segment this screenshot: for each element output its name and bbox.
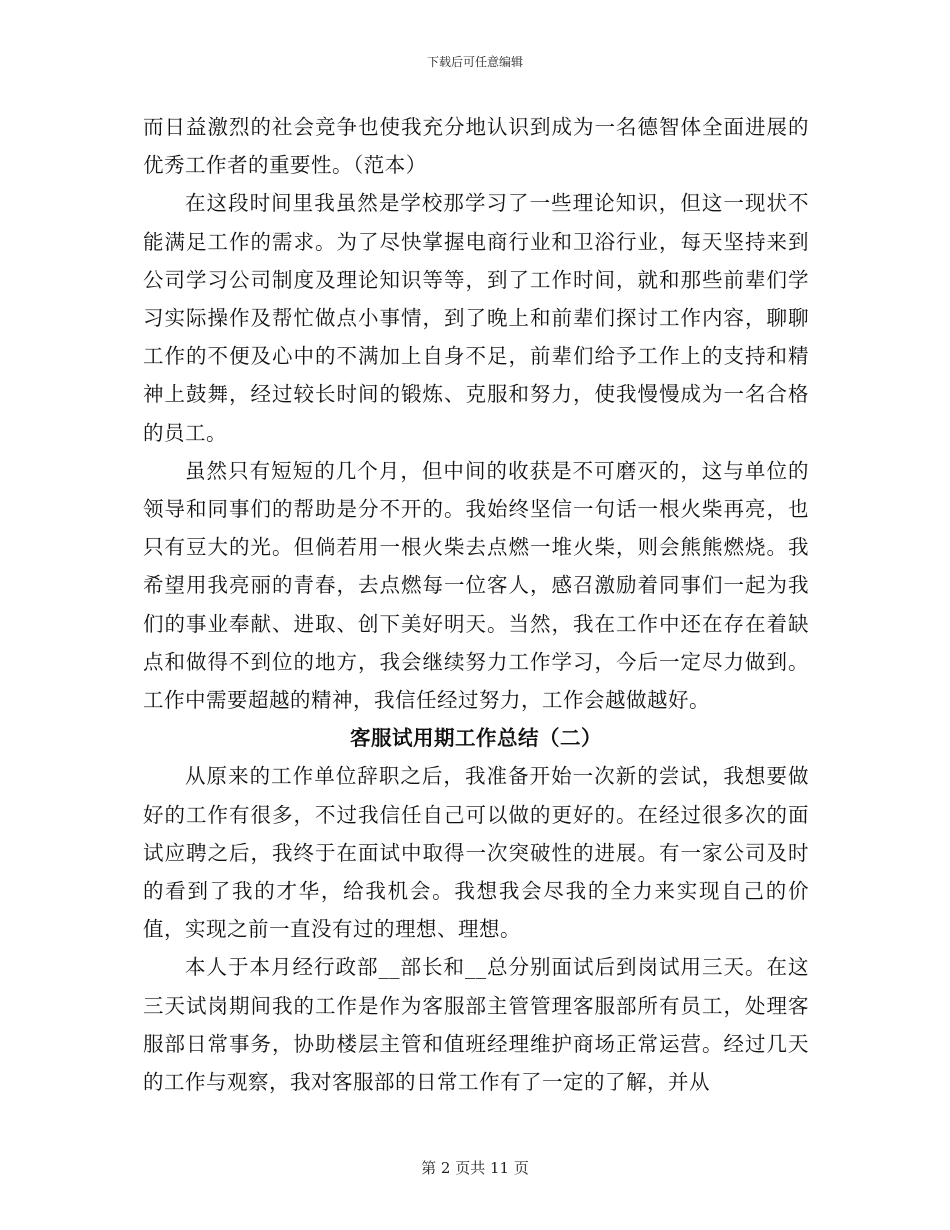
paragraph-continued: 而日益激烈的社会竞争也使我充分地认识到成为一名德智体全面进展的优秀工作者的重要性。（范本） — [143, 115, 809, 178]
section-title: 客服试用期工作总结（二） — [350, 726, 602, 751]
paragraph: 在这段时间里我虽然是学校那学习了一些理论知识，但这一现状不能满足工作的需求。为了尽快掌握电商行业和卫浴行业，每天坚持来到公司学习公司制度及理论知识等等，到了工作时间，就和那些前辈们学习实际操作及帮忙做点小事情，到了晚上和前辈们探讨工作内容，聊聊工作的不便及心中的不满加上自身不足，前辈们给予工作上的支持和精神上鼓舞，经过较长时间的锻炼、克服和努力，使我慢慢成为一名合格的员工。 — [143, 191, 809, 445]
page-header: 下载后可任意编辑 — [426, 55, 523, 69]
paragraph: 从原来的工作单位辞职之后，我准备开始一次新的尝试，我想要做好的工作有很多，不过我信任自己可以做的更好的。在经过很多次的面试应聘之后，我终于在面试中取得一次突破性的进展。有一家公司及时的看到了我的才华，给我机会。我想我会尽我的全力来实现自己的价值，实现之前一直没有过的理想、理想。 — [143, 764, 809, 942]
paragraph: 虽然只有短短的几个月，但中间的收获是不可磨灭的，这与单位的领导和同事们的帮助是分不开的。我始终坚信一句话一根火柴再亮，也只有豆大的光。但倘若用一根火柴去点燃一堆火柴，则会熊熊燃烧。我希望用我亮丽的青春，去点燃每一位客人，感召激励着同事们一起为我们的事业奉献、进取、创下美好明天。当然，我在工作中还在存在着缺点和做得不到位的地方，我会继续努力工作学习，今后一定尽力做到。工作中需要超越的精神，我信任经过努力，工作会越做越好。 — [143, 458, 809, 713]
paragraph: 本人于本月经行政部__部长和__总分别面试后到岗试用三天。在这三天试岗期间我的工作是作为客服部主管管理客服部所有员工，处理客服部日常事务，协助楼层主管和值班经理维护商场正常运营。经过几天的工作与观察，我对客服部的日常工作有了一定的了解，并从 — [143, 955, 809, 1095]
page-footer: 第 2 页共 11 页 — [421, 1159, 529, 1177]
document-body — [143, 108, 809, 1101]
